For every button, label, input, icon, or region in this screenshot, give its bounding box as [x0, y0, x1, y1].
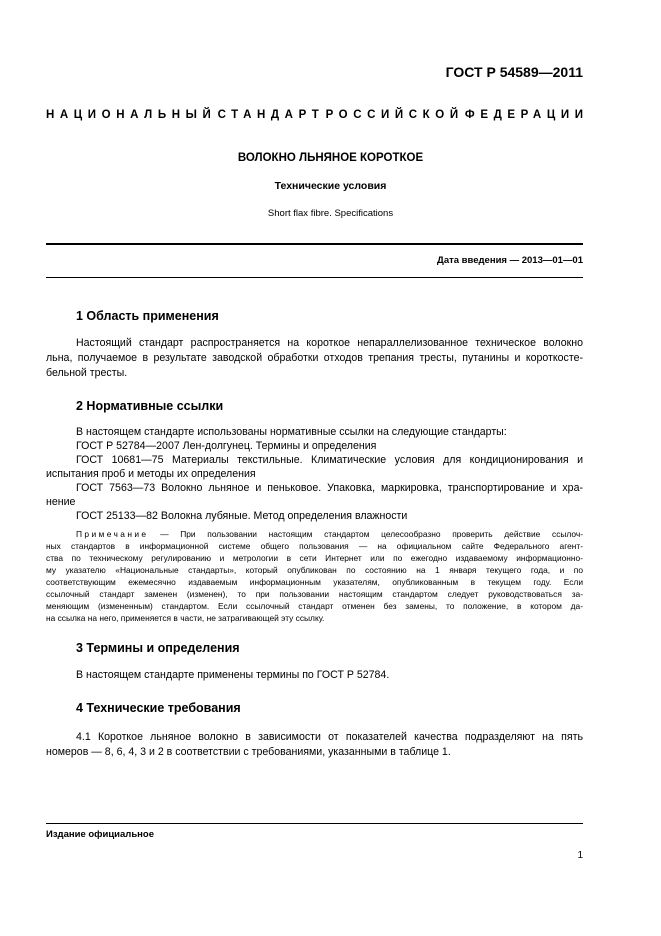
paragraph-line: бельной тресты. [46, 367, 128, 379]
official-edition-label: Издание официальное [46, 829, 154, 840]
paragraph-line: В настоящем стандарте использованы нормативные ссылки на следующие стандарты: [76, 426, 507, 438]
paragraph-line: номеров — 8, 6, 4, 3 и 2 в соответствии с требованиями, указанными в таблице 1. [46, 746, 451, 758]
reference-line: ГОСТ 7563—73 Волокно льняное и пеньковое. Упаковка, маркировка, транспортирование и хра- [76, 482, 583, 494]
note-line [76, 529, 583, 539]
document-subtitle: Технические условия [274, 180, 387, 192]
note-line: ных стандартов в информационной системе общего пользования — на официальном сайте Федерального агент- [46, 541, 583, 551]
note-text: — При пользовании настоящим стандартом целесообразно проверить действие ссылоч- [160, 529, 584, 539]
divider [46, 823, 583, 824]
section-2-heading: 2 Нормативные ссылки [76, 399, 224, 413]
paragraph-line: В настоящем стандарте применены термины по ГОСТ Р 52784. [76, 669, 390, 681]
introduction-date: Дата введения — 2013—01—01 [437, 255, 583, 266]
note-line: на ссылка на него, применяется в части, не затрагивающей эту ссылку. [46, 613, 325, 623]
banner-word: РОССИЙСКОЙ [325, 109, 464, 121]
note-label: Примечание [76, 529, 149, 539]
divider [46, 243, 583, 245]
banner-word: СТАНДАРТ [217, 109, 325, 121]
section-3-heading: 3 Термины и определения [76, 641, 240, 655]
paragraph-line: Настоящий стандарт распространяется на короткое непараллелизованное техническое волокно [76, 337, 583, 349]
english-title: Short flax fibre. Specifications [267, 208, 394, 219]
banner-word: НАЦИОНАЛЬНЫЙ [46, 109, 217, 121]
standard-number: ГОСТ Р 54589—2011 [445, 64, 583, 80]
reference-line: ГОСТ 10681—75 Материалы текстильные. Климатические условия для кондиционирования и [76, 454, 583, 466]
note-line: ссылочный стандарт заменен (изменен), то при пользовании настоящим стандартом следует руководствоваться за- [46, 589, 583, 599]
reference-line: нение [46, 496, 76, 508]
paragraph-line: льна, получаемое в результате заводской обработки отходов трепания тресты, путанины и короткосте- [46, 352, 583, 364]
divider [46, 277, 583, 278]
note-line: му указателю «Национальные стандарты», который опубликован по состоянию на 1 января текущего года, и по [46, 565, 583, 575]
reference-line: ГОСТ 25133—82 Волокна лубяные. Метод определения влажности [76, 510, 408, 522]
note-line: ства по техническому регулированию и метрологии в сети Интернет или по ежегодно издаваемому информационно- [46, 553, 583, 563]
reference-line: испытания проб и методы их определения [46, 468, 256, 480]
paragraph-line: 4.1 Короткое льняное волокно в зависимости от показателей качества подразделяют на пять [76, 731, 583, 743]
document-title: ВОЛОКНО ЛЬНЯНОЕ КОРОТКОЕ [237, 152, 424, 164]
note-line: соответствующим ежемесячно издаваемым информационным указателям, опубликованным в текущем году. Если [46, 577, 583, 587]
national-standard-banner [46, 109, 589, 121]
banner-word: ФЕДЕРАЦИИ [464, 109, 589, 121]
note-line: меняющим (измененным) стандартом. Если ссылочный стандарт отменен без замены, то положение, в котором да- [46, 601, 583, 611]
page-number: 1 [577, 850, 583, 861]
section-4-heading: 4 Технические требования [76, 701, 241, 715]
reference-line: ГОСТ Р 52784—2007 Лен-долгунец. Термины и определения [76, 440, 377, 452]
section-1-heading: 1 Область применения [76, 309, 219, 323]
